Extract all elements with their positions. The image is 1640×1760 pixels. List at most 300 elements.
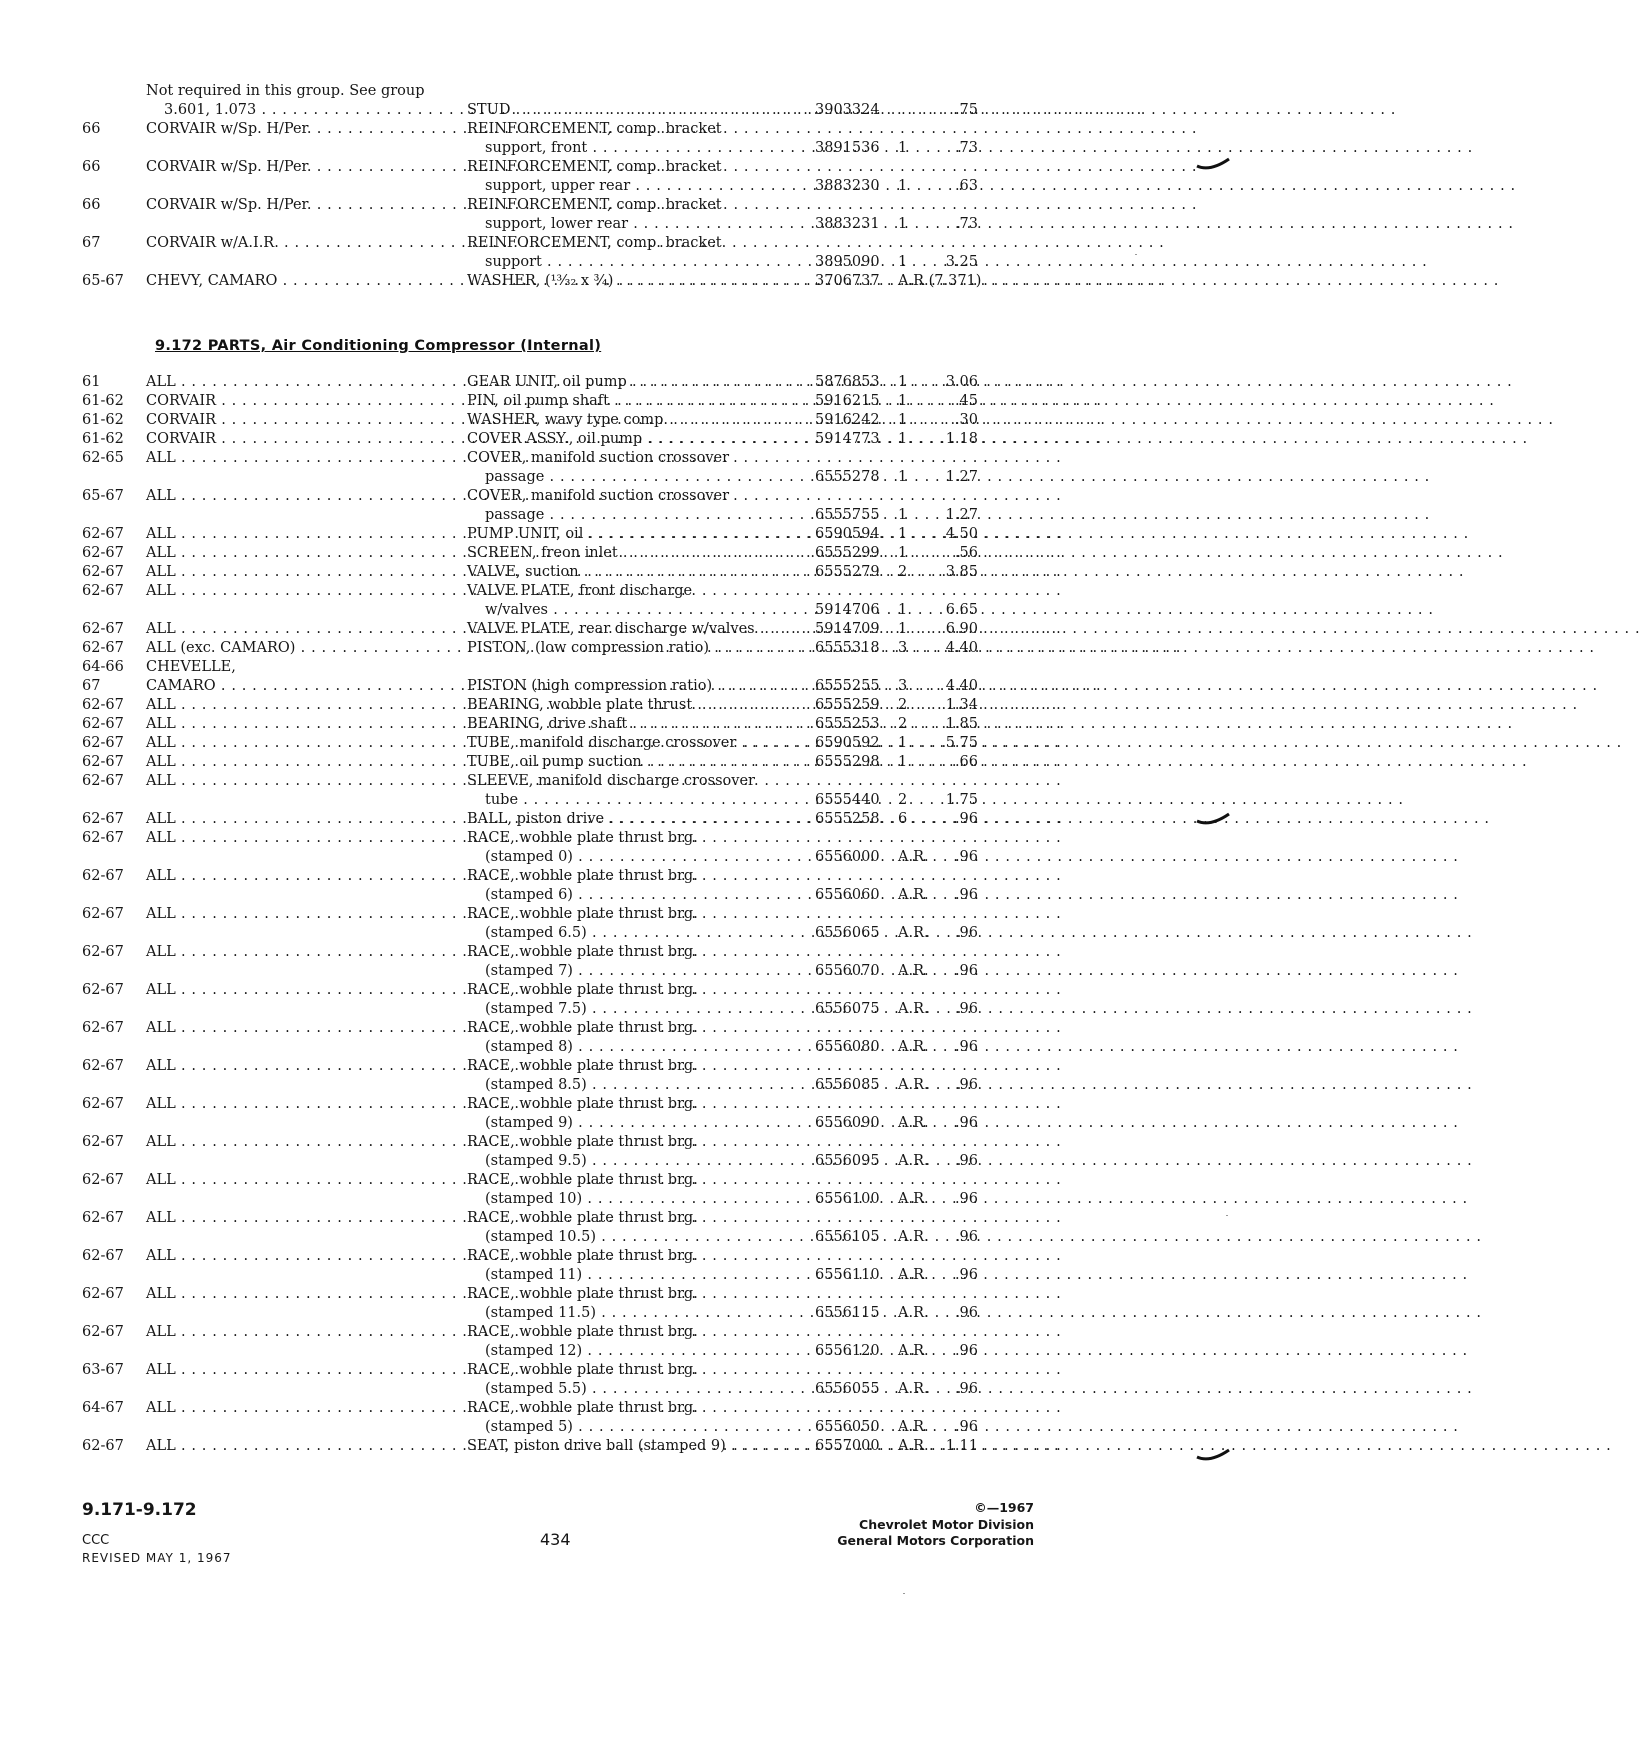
cell-description-continued: (stamped 11) . . .	[485, 1266, 797, 1285]
cell-year: 62-67	[82, 545, 124, 561]
cell-part-number: 6556080	[815, 1039, 880, 1055]
cell-description: TUBE, manifold discharge crossover . . .	[467, 734, 797, 753]
table-row	[0, 563, 1248, 582]
cell-price: 1.34	[945, 697, 978, 713]
cell-quantity: 1	[898, 735, 908, 751]
cell-description-continued: (stamped 7.5) . . .	[485, 1000, 797, 1019]
cell-year: 67	[82, 235, 101, 251]
cell-price: 6.65	[945, 602, 978, 618]
cell-description-continued: support, lower rear . . .	[485, 215, 797, 234]
cell-price: 5.75	[945, 735, 978, 751]
table-row	[0, 829, 1248, 867]
cell-description: PUMP UNIT, oil . . .	[467, 525, 797, 544]
cell-description-continued: (stamped 9.5) . . .	[485, 1152, 797, 1171]
cell-year: 62-67	[82, 1096, 124, 1112]
cell-description: SLEEVE, manifold discharge crossover	[467, 773, 755, 789]
table-row	[0, 430, 1248, 449]
cell-part-number: 3883231	[815, 216, 880, 232]
cell-price: 4.40	[945, 640, 978, 656]
cell-year: 61-62	[82, 393, 124, 409]
cell-year: 62-67	[82, 754, 124, 770]
prelude-note-line-1: Not required in this group. See group	[146, 83, 425, 99]
cell-year: 64-67	[82, 1400, 124, 1416]
prelude-note-line-2: 3.601, 1.073 . . .	[164, 101, 442, 120]
cell-part-number: 6556075	[815, 1001, 880, 1017]
cell-description: RACE, wobble plate thrust brg.	[467, 1172, 698, 1188]
cell-quantity: 1	[898, 393, 908, 409]
cell-part-number: 5916242	[815, 412, 880, 428]
cell-price: .96	[954, 1115, 978, 1131]
cell-description: RACE, wobble plate thrust brg.	[467, 1248, 698, 1264]
cell-description-continued: (stamped 7) . . .	[485, 962, 797, 981]
cell-model: ALL . . .	[146, 696, 442, 715]
cell-price: .96	[954, 1229, 978, 1245]
cell-year: 62-67	[82, 1020, 124, 1036]
cell-price: .56	[954, 545, 978, 561]
cell-description: REINFORCEMENT, comp. bracket	[467, 235, 722, 251]
cell-price: 3.06	[945, 374, 978, 390]
footer-revised-date: REVISED MAY 1, 1967	[82, 1551, 232, 1565]
cell-year: 62-67	[82, 583, 124, 599]
cell-quantity: A.R.	[898, 1305, 929, 1321]
cell-description: GEAR UNIT, oil pump . . .	[467, 373, 797, 392]
cell-description: COVER, manifold suction crossover	[467, 488, 730, 504]
cell-quantity: A.R.	[898, 887, 929, 903]
cell-description: RACE, wobble plate thrust brg.	[467, 1134, 698, 1150]
table-row	[0, 1361, 1248, 1399]
cell-year: 62-67	[82, 982, 124, 998]
cell-description: RACE, wobble plate thrust brg.	[467, 1020, 698, 1036]
cell-part-number: 5914709	[815, 621, 880, 637]
cell-year: 62-67	[82, 811, 124, 827]
scan-speck	[1226, 1215, 1228, 1216]
cell-part-number: 6556060	[815, 887, 880, 903]
cell-description-continued: passage . . .	[485, 506, 797, 525]
cell-price: .63	[954, 178, 978, 194]
cell-part-number: 6555440	[815, 792, 880, 808]
cell-year: 62-67	[82, 1210, 124, 1226]
cell-part-number: 6590592	[815, 735, 880, 751]
table-row	[0, 411, 1248, 430]
cell-description-continued: (stamped 10.5) . . .	[485, 1228, 797, 1247]
cell-year: 62-67	[82, 564, 124, 580]
cell-price: 3.85	[945, 564, 978, 580]
cell-year: 62-67	[82, 868, 124, 884]
cell-part-number: 6555258	[815, 811, 880, 827]
cell-model: CAMARO . . .	[146, 677, 442, 696]
cell-description: RACE, wobble plate thrust brg.	[467, 1096, 698, 1112]
cell-price: .96	[954, 1343, 978, 1359]
table-row	[0, 1095, 1248, 1133]
cell-description-continued: (stamped 9) . . .	[485, 1114, 797, 1133]
cell-price: 1.27	[945, 469, 978, 485]
cell-price: 1.18	[945, 431, 978, 447]
cell-description: PISTON, (low compression ratio) . . .	[467, 639, 797, 658]
table-row	[0, 867, 1248, 905]
cell-year: 61	[82, 374, 101, 390]
table-row	[0, 525, 1248, 544]
cell-description: PIN, oil pump shaft . . .	[467, 392, 797, 411]
cell-price: .96	[954, 1191, 978, 1207]
cell-part-number: 6555318	[815, 640, 880, 656]
table-row	[0, 620, 1248, 639]
table-row	[0, 544, 1248, 563]
cell-model: ALL . . .	[146, 525, 442, 544]
cell-price: 3.25	[945, 254, 978, 270]
cell-part-number: 6556090	[815, 1115, 880, 1131]
cell-price: .73	[954, 216, 978, 232]
cell-part-number: 5916215	[815, 393, 880, 409]
cell-price: 1.11	[945, 1438, 978, 1454]
cell-model: ALL . . .	[146, 981, 442, 1000]
cell-model: ALL . . .	[146, 544, 442, 563]
footer-section-range: 9.171-9.172	[82, 1500, 197, 1520]
cell-description: RACE, wobble plate thrust brg.	[467, 1210, 698, 1226]
cell-year: 62-67	[82, 1286, 124, 1302]
cell-quantity: 1	[898, 412, 908, 428]
cell-part-number: 5914706	[815, 602, 880, 618]
cell-description: RACE, wobble plate thrust brg.	[467, 1058, 698, 1074]
cell-year: 66	[82, 197, 101, 213]
cell-part-number: 3883230	[815, 178, 880, 194]
prelude-row	[0, 101, 1248, 120]
cell-description: RACE, wobble plate thrust brg.	[467, 868, 698, 884]
table-row	[0, 120, 1248, 158]
cell-model: ALL . . .	[146, 1133, 442, 1152]
cell-model: ALL . . .	[146, 734, 442, 753]
cell-description: VALVE PLATE, rear discharge w/valves . . .	[467, 620, 797, 639]
cell-model: CORVAIR . . .	[146, 430, 442, 449]
table-row	[0, 272, 1248, 291]
cell-price: .96	[954, 1419, 978, 1435]
cell-part-number: 6556055	[815, 1381, 880, 1397]
cell-quantity: A.R.	[898, 1191, 929, 1207]
cell-description-continued: (stamped 5.5) . . .	[485, 1380, 797, 1399]
cell-quantity: A.R.	[898, 1381, 929, 1397]
table-row	[0, 449, 1248, 487]
table-row	[0, 487, 1248, 525]
cell-year: 62-67	[82, 1324, 124, 1340]
cell-model: ALL . . .	[146, 563, 442, 582]
cell-model: ALL . . .	[146, 1095, 442, 1114]
table-row	[0, 373, 1248, 392]
cell-part-number: 6556105	[815, 1229, 880, 1245]
cell-price: 4.50	[945, 526, 978, 542]
cell-price: 1.27	[945, 507, 978, 523]
cell-quantity: 2	[898, 792, 908, 808]
table-row	[0, 1171, 1248, 1209]
cell-model: ALL . . .	[146, 943, 442, 962]
cell-part-number: 6555298	[815, 754, 880, 770]
cell-quantity: 1	[898, 216, 908, 232]
cell-model: ALL . . .	[146, 582, 442, 601]
footer-copyright: ©—1967	[974, 1500, 1034, 1515]
cell-year: 65-67	[82, 488, 124, 504]
cell-part-number: 6556065	[815, 925, 880, 941]
cell-model: ALL . . .	[146, 1057, 442, 1076]
prelude-part-number: 3903324	[815, 102, 880, 118]
cell-description-continued: (stamped 8) . . .	[485, 1038, 797, 1057]
cell-part-number: 5876853	[815, 374, 880, 390]
table-row	[0, 943, 1248, 981]
cell-description: SEAT, piston drive ball (stamped 9) . . .	[467, 1437, 797, 1456]
cell-year: 64-66	[82, 659, 124, 675]
table-row	[0, 1399, 1248, 1437]
cell-description: BALL, piston drive . . .	[467, 810, 797, 829]
cell-description: RACE, wobble plate thrust brg.	[467, 982, 698, 998]
cell-year: 67	[82, 678, 101, 694]
table-row	[0, 772, 1248, 810]
cell-model: ALL . . .	[146, 1361, 442, 1380]
cell-price: .96	[954, 925, 978, 941]
cell-description: RACE, wobble plate thrust brg.	[467, 830, 698, 846]
cell-price: .96	[954, 1039, 978, 1055]
cell-year: 62-67	[82, 697, 124, 713]
footer-corporation: General Motors Corporation	[837, 1533, 1034, 1548]
cell-price: .96	[954, 887, 978, 903]
cell-year: 63-67	[82, 1362, 124, 1378]
table-row	[0, 696, 1248, 715]
cell-year: 66	[82, 159, 101, 175]
cell-part-number: 6557000	[815, 1438, 880, 1454]
cell-part-number: 6555299	[815, 545, 880, 561]
cell-model: CORVAIR w/Sp. H/Per. . . .	[146, 196, 442, 215]
table-row	[0, 715, 1248, 734]
cell-model: ALL . . .	[146, 753, 442, 772]
cell-part-number: 6555278	[815, 469, 880, 485]
parts-table-a	[0, 120, 1248, 291]
cell-description-continued: support . . .	[485, 253, 797, 272]
cell-model: ALL . . .	[146, 1437, 442, 1456]
cell-model: CORVAIR w/A.I.R. . . .	[146, 234, 442, 253]
cell-part-number: 3895090	[815, 254, 880, 270]
cell-quantity: A.R.	[898, 1001, 929, 1017]
cell-description-continued: (stamped 6.5) . . .	[485, 924, 797, 943]
cell-model: ALL . . .	[146, 1209, 442, 1228]
cell-quantity: A.R.	[898, 1229, 929, 1245]
cell-description: VALVE, suction . . .	[467, 563, 797, 582]
cell-price: .96	[954, 1381, 978, 1397]
cell-quantity: 1	[898, 621, 908, 637]
cell-model: CORVAIR . . .	[146, 411, 442, 430]
cell-quantity: 1	[898, 254, 908, 270]
cell-description: WASHER, wavy type comp. . . .	[467, 411, 797, 430]
cell-quantity: A.R.	[898, 1438, 929, 1454]
cell-quantity: A.R.	[898, 1039, 929, 1055]
cell-model: ALL (exc. CAMARO) . . .	[146, 639, 442, 658]
prelude-price: .75	[954, 102, 978, 118]
cell-price: .96	[954, 849, 978, 865]
cell-year: 62-67	[82, 944, 124, 960]
table-row	[0, 158, 1248, 196]
table-row	[0, 1247, 1248, 1285]
cell-model: ALL . . .	[146, 1285, 442, 1304]
cell-quantity: A.R.	[898, 1267, 929, 1283]
cell-price: 1.85	[945, 716, 978, 732]
cell-description-continued: (stamped 6) . . .	[485, 886, 797, 905]
cell-description: RACE, wobble plate thrust brg.	[467, 944, 698, 960]
table-row	[0, 1019, 1248, 1057]
table-row	[0, 905, 1248, 943]
cell-model: ALL . . .	[146, 1323, 442, 1342]
cell-description: REINFORCEMENT, comp. bracket	[467, 159, 722, 175]
cell-year: 62-67	[82, 830, 124, 846]
cell-year: 62-67	[82, 1058, 124, 1074]
cell-quantity: A.R.	[898, 1153, 929, 1169]
cell-year: 62-67	[82, 640, 124, 656]
cell-model: ALL . . .	[146, 867, 442, 886]
cell-description: BEARING, wobble plate thrust . . .	[467, 696, 797, 715]
cell-year: 65-67	[82, 273, 124, 289]
cell-quantity: 6	[898, 811, 908, 827]
cell-quantity: A.R.(7.371)	[898, 273, 982, 289]
cell-quantity: 3	[898, 678, 908, 694]
cell-price: .73	[954, 140, 978, 156]
cell-description-continued: (stamped 11.5) . . .	[485, 1304, 797, 1323]
cell-year: 62-65	[82, 450, 124, 466]
cell-description: REINFORCEMENT, comp. bracket	[467, 121, 722, 137]
cell-price: .96	[954, 1305, 978, 1321]
cell-description: RACE, wobble plate thrust brg.	[467, 1286, 698, 1302]
cell-model: ALL . . .	[146, 373, 442, 392]
cell-quantity: 1	[898, 140, 908, 156]
table-row	[0, 1285, 1248, 1323]
cell-part-number: 6556085	[815, 1077, 880, 1093]
parts-table-b	[0, 373, 1248, 1456]
cell-year: 61-62	[82, 431, 124, 447]
cell-year: 62-67	[82, 621, 124, 637]
cell-description: VALVE PLATE, front discharge	[467, 583, 693, 599]
table-row	[0, 981, 1248, 1019]
binder-hole-mark-icon	[1196, 157, 1230, 171]
cell-model: ALL . . .	[146, 1019, 442, 1038]
cell-part-number: 6556050	[815, 1419, 880, 1435]
cell-year: 62-67	[82, 1248, 124, 1264]
cell-year: 62-67	[82, 1134, 124, 1150]
table-row	[0, 810, 1248, 829]
cell-price: .96	[954, 811, 978, 827]
cell-model: ALL . . .	[146, 1399, 442, 1418]
cell-quantity: 2	[898, 564, 908, 580]
cell-model: ALL . . .	[146, 772, 442, 791]
cell-quantity: A.R.	[898, 1419, 929, 1435]
table-row	[0, 639, 1248, 658]
cell-year: 62-67	[82, 735, 124, 751]
cell-price: .66	[954, 754, 978, 770]
cell-quantity: 2	[898, 697, 908, 713]
cell-quantity: 1	[898, 754, 908, 770]
table-row	[0, 234, 1248, 272]
cell-year: 61-62	[82, 412, 124, 428]
cell-year: 62-67	[82, 526, 124, 542]
cell-model: CHEVELLE,	[146, 659, 236, 675]
binder-hole-mark-icon	[1196, 812, 1230, 826]
cell-description: COVER ASSY., oil pump . . .	[467, 430, 797, 449]
cell-model: ALL . . .	[146, 829, 442, 848]
cell-year: 62-67	[82, 773, 124, 789]
cell-model: ALL . . .	[146, 1171, 442, 1190]
cell-price: .30	[954, 412, 978, 428]
cell-part-number: 6555279	[815, 564, 880, 580]
cell-model: ALL . . .	[146, 905, 442, 924]
cell-quantity: 1	[898, 374, 908, 390]
footer-code: CCC	[82, 1533, 110, 1548]
cell-model: CHEVY, CAMARO . . .	[146, 272, 442, 291]
cell-part-number: 6555259	[815, 697, 880, 713]
table-row	[0, 1437, 1248, 1456]
cell-part-number: 6556110	[815, 1267, 880, 1283]
cell-part-number: 6556095	[815, 1153, 880, 1169]
table-row	[0, 1323, 1248, 1361]
cell-quantity: A.R.	[898, 1115, 929, 1131]
cell-quantity: 1	[898, 545, 908, 561]
cell-part-number: 6556115	[815, 1305, 880, 1321]
section-heading: 9.172 PARTS, Air Conditioning Compressor (Internal)	[155, 338, 602, 354]
footer-division: Chevrolet Motor Division	[859, 1517, 1034, 1532]
page-number: 434	[540, 1530, 571, 1549]
binder-hole-mark-icon	[1196, 1448, 1230, 1462]
scan-speck	[1135, 254, 1137, 255]
cell-description-continued: passage . . .	[485, 468, 797, 487]
cell-model: ALL . . .	[146, 810, 442, 829]
cell-year: 62-67	[82, 716, 124, 732]
table-row	[0, 392, 1248, 411]
cell-description-continued: support, front . . .	[485, 139, 797, 158]
cell-description: SCREEN, freon inlet . . .	[467, 544, 797, 563]
cell-description: WASHER, (¹³⁄₃₂ x ¾) . . .	[467, 272, 797, 291]
table-row	[0, 677, 1248, 696]
cell-quantity: 3	[898, 640, 908, 656]
table-row	[0, 196, 1248, 234]
cell-year: 62-67	[82, 906, 124, 922]
cell-model: ALL . . .	[146, 449, 442, 468]
cell-part-number: 3891536	[815, 140, 880, 156]
cell-quantity: A.R.	[898, 849, 929, 865]
cell-quantity: 1	[898, 507, 908, 523]
cell-price: 4.40	[945, 678, 978, 694]
cell-quantity: 1	[898, 602, 908, 618]
table-row	[0, 734, 1248, 753]
cell-quantity: 1	[898, 178, 908, 194]
cell-model: ALL . . .	[146, 620, 442, 639]
cell-price: 6.90	[945, 621, 978, 637]
table-row	[0, 1057, 1248, 1095]
cell-quantity: 1	[898, 469, 908, 485]
table-row	[0, 1209, 1248, 1247]
cell-part-number: 6556070	[815, 963, 880, 979]
cell-price: .96	[954, 1267, 978, 1283]
cell-quantity: 1	[898, 526, 908, 542]
cell-year: 62-67	[82, 1172, 124, 1188]
cell-model: ALL . . .	[146, 715, 442, 734]
cell-description-continued: (stamped 10) . . .	[485, 1190, 797, 1209]
cell-part-number: 6555755	[815, 507, 880, 523]
cell-model: ALL . . .	[146, 487, 442, 506]
table-row	[0, 1133, 1248, 1171]
prelude-description: STUD . . .	[467, 101, 797, 120]
cell-description-continued: tube . . .	[485, 791, 797, 810]
cell-part-number: 6556000	[815, 849, 880, 865]
cell-description: REINFORCEMENT, comp. bracket	[467, 197, 722, 213]
cell-quantity: A.R.	[898, 925, 929, 941]
cell-quantity: A.R.	[898, 1343, 929, 1359]
cell-model: CORVAIR w/Sp. H/Per. . . .	[146, 158, 442, 177]
cell-price: .96	[954, 1153, 978, 1169]
cell-price: 1.75	[945, 792, 978, 808]
cell-description-continued: (stamped 8.5) . . .	[485, 1076, 797, 1095]
cell-price: .96	[954, 963, 978, 979]
cell-model: ALL . . .	[146, 1247, 442, 1266]
